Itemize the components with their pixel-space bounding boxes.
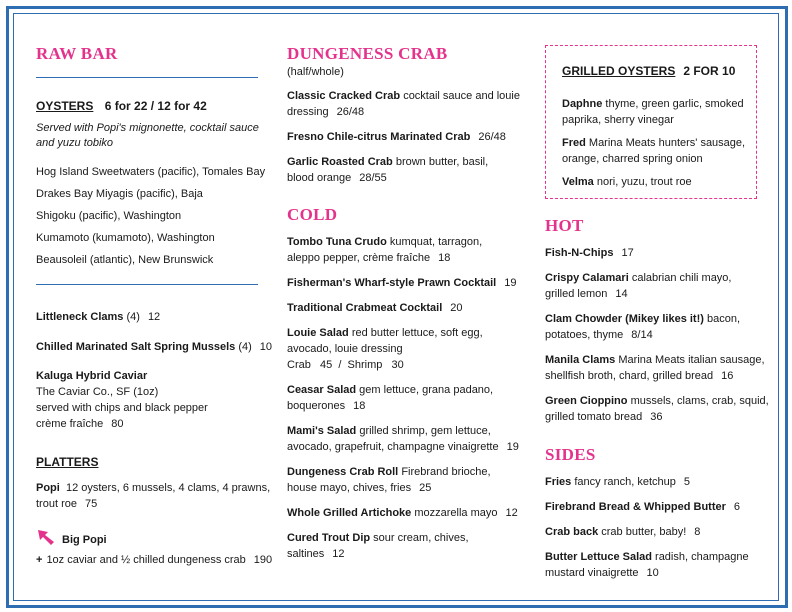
- roll-desc-1: Firebrand brioche,: [401, 466, 491, 478]
- popi-line-1: [36, 481, 270, 496]
- manila-line-1: [545, 353, 765, 368]
- bread-name: Firebrand Bread & Whipped Butter: [545, 501, 726, 513]
- oyster-item: [36, 253, 213, 268]
- cioppino-name: Green Cioppino: [545, 395, 628, 407]
- oyster-item: [36, 231, 215, 246]
- bread-line: [545, 500, 740, 515]
- cioppino-desc-1: mussels, clams, crab, squid,: [630, 395, 769, 407]
- grilled-oysters-label: GRILLED OYSTERS: [562, 64, 676, 78]
- oysters-note-1: Served with Popi's mignonette, cocktail sauce: [36, 122, 259, 134]
- popi-desc-2: trout roe: [36, 498, 77, 510]
- popi-name: Popi: [36, 482, 60, 494]
- popi-price: 75: [84, 498, 98, 510]
- tombo-line-1: [287, 235, 482, 250]
- big-popi-plus: +: [36, 554, 43, 566]
- fish-name: Fish-N-Chips: [545, 247, 614, 259]
- caesar-name: Ceasar Salad: [287, 384, 357, 396]
- cold-heading: COLD: [287, 205, 338, 224]
- oyster-name: Hog Island Sweetwaters (pacific),: [36, 166, 200, 178]
- crabmeat-line: [287, 301, 463, 316]
- fresno-crab-price: 26/48: [478, 131, 506, 143]
- cioppino-line-1: [545, 394, 769, 409]
- caviar-line-2: served with chips and black pepper: [36, 402, 208, 414]
- oysters-header: [36, 99, 207, 114]
- trout-price: 12: [332, 548, 345, 560]
- littleneck-price: 12: [147, 311, 161, 323]
- chowder-name: Clam Chowder (Mikey likes it!): [545, 313, 704, 325]
- cioppino-price: 36: [650, 411, 663, 423]
- caviar-name: Kaluga Hybrid Caviar: [36, 370, 148, 382]
- mussels-price: 10: [259, 341, 273, 353]
- cracked-crab-line-2: [287, 105, 364, 120]
- mussels-item: [36, 340, 272, 355]
- trout-line-1: [287, 531, 469, 546]
- big-popi-desc: 1oz caviar and ½ chilled dungeness crab: [46, 554, 246, 566]
- crabmeat-price: 20: [450, 302, 463, 314]
- fries-desc: fancy ranch, ketchup: [574, 476, 676, 488]
- daphne-desc-1: thyme, green garlic, smoked: [605, 98, 744, 110]
- sides-heading: SIDES: [545, 445, 596, 464]
- platters-label: PLATTERS: [36, 455, 99, 469]
- manila-desc-1: Marina Meats italian sausage,: [618, 354, 765, 366]
- calamari-desc-1: calabrian chili mayo,: [631, 272, 732, 284]
- louie-name: Louie Salad: [287, 327, 349, 339]
- calamari-price: 14: [615, 288, 628, 300]
- cioppino-line-2: [545, 410, 662, 425]
- tombo-line-2: [287, 251, 450, 266]
- crab-sub: (half/whole): [287, 66, 344, 78]
- oyster-item: [36, 209, 181, 224]
- big-popi-line: [36, 553, 272, 568]
- prawn-name: Fisherman's Wharf-style Prawn Cocktail: [287, 277, 497, 289]
- cioppino-desc-2: grilled tomato bread: [545, 411, 643, 423]
- calamari-line-2: [545, 287, 628, 302]
- oyster-place: New Brunswick: [138, 254, 214, 266]
- mami-name: Mami's Salad: [287, 425, 357, 437]
- caviar-price: 80: [111, 418, 124, 430]
- fresno-crab-line: [287, 130, 506, 145]
- roll-line-1: [287, 465, 491, 480]
- grilled-oysters-header: [562, 64, 735, 79]
- daphne-desc-2: paprika, sherry vinegar: [562, 114, 674, 126]
- chowder-price: 8/14: [631, 329, 653, 341]
- lettuce-name: Butter Lettuce Salad: [545, 551, 652, 563]
- calamari-line-1: [545, 271, 731, 286]
- crabback-line: [545, 525, 700, 540]
- fries-line: [545, 475, 690, 490]
- fred-desc-1: Marina Meats hunters' sausage,: [588, 137, 746, 149]
- fresno-crab-name: Fresno Chile-citrus Marinated Crab: [287, 131, 471, 143]
- littleneck-name: Littleneck Clams: [36, 311, 124, 323]
- caviar-line-3-text: crème fraîche: [36, 418, 104, 430]
- oyster-item: [36, 165, 265, 180]
- tombo-desc-2: aleppo pepper, crème fraîche: [287, 252, 431, 264]
- crabback-desc: crab butter, baby!: [601, 526, 687, 538]
- lettuce-price: 10: [646, 567, 659, 579]
- fred-desc-2: orange, charred spring onion: [562, 153, 703, 165]
- hot-heading: HOT: [545, 216, 584, 235]
- lettuce-desc-1: radish, champagne: [655, 551, 749, 563]
- fred-line-1: [562, 136, 745, 151]
- manila-name: Manila Clams: [545, 354, 616, 366]
- prawn-line: [287, 276, 516, 291]
- trout-line-2: [287, 547, 345, 562]
- raw-bar-divider: [36, 284, 258, 285]
- mami-desc-2: avocado, grapefruit, champagne vinaigrette: [287, 441, 499, 453]
- caesar-desc-2: boquerones: [287, 400, 346, 412]
- manila-price: 16: [721, 370, 734, 382]
- chowder-line-2: [545, 328, 653, 343]
- roll-line-2: [287, 481, 431, 496]
- mami-line-1: [287, 424, 491, 439]
- cracked-crab-name: Classic Cracked Crab: [287, 90, 401, 102]
- chowder-line-1: [545, 312, 740, 327]
- daphne-line-1: [562, 97, 744, 112]
- lettuce-line-1: [545, 550, 749, 565]
- littleneck-qty: (4): [126, 311, 140, 323]
- cracked-crab-price: 26/48: [336, 106, 365, 118]
- mami-desc-1: grilled shrimp, gem lettuce,: [359, 425, 491, 437]
- oyster-place: Tomales Bay: [202, 166, 266, 178]
- artichoke-price: 12: [505, 507, 518, 519]
- raw-bar-rule: [36, 77, 258, 78]
- trout-desc-1: sour cream, chives,: [373, 532, 469, 544]
- garlic-crab-name: Garlic Roasted Crab: [287, 156, 393, 168]
- oyster-place: Baja: [180, 188, 203, 200]
- mami-price: 19: [506, 441, 519, 453]
- tombo-price: 18: [438, 252, 451, 264]
- caesar-line-1: [287, 383, 493, 398]
- roll-name: Dungeness Crab Roll: [287, 466, 399, 478]
- crabmeat-name: Traditional Crabmeat Cocktail: [287, 302, 443, 314]
- big-popi-name: Big Popi: [62, 534, 107, 546]
- grilled-oysters-deal: 2 FOR 10: [683, 64, 736, 78]
- manila-line-2: [545, 369, 733, 384]
- oysters-price: 6 for 22 / 12 for 42: [104, 99, 207, 113]
- cracked-crab-desc-1: cocktail sauce and louie: [403, 90, 520, 102]
- caviar-line-1: The Caviar Co., SF (1oz): [36, 386, 159, 398]
- velma-name: Velma: [562, 176, 594, 188]
- popi-desc-1: 12 oysters, 6 mussels, 4 clams, 4 prawns,: [65, 482, 271, 494]
- oysters-note-2: and yuzu tobiko: [36, 137, 114, 149]
- cracked-crab-line-1: [287, 89, 520, 104]
- oyster-place: Washington: [123, 210, 182, 222]
- crabback-price: 8: [694, 526, 701, 538]
- trout-desc-2: saltines: [287, 548, 325, 560]
- artichoke-name: Whole Grilled Artichoke: [287, 507, 412, 519]
- chowder-desc-1: bacon,: [707, 313, 741, 325]
- daphne-name: Daphne: [562, 98, 603, 110]
- pointer-arrow-icon: [36, 528, 56, 546]
- oyster-place: Washington: [157, 232, 215, 244]
- oyster-name: Kumamoto (kumamoto),: [36, 232, 154, 244]
- fish-price: 17: [621, 247, 634, 259]
- lettuce-desc-2: mustard vinaigrette: [545, 567, 639, 579]
- mami-line-2: [287, 440, 519, 455]
- roll-desc-2: house mayo, chives, fries: [287, 482, 412, 494]
- oyster-name: Drakes Bay Miyagis (pacific),: [36, 188, 178, 200]
- garlic-crab-price: 28/55: [359, 172, 387, 184]
- velma-line: [562, 175, 692, 190]
- louie-line-1: [287, 326, 483, 341]
- chowder-desc-2: potatoes, thyme: [545, 329, 624, 341]
- louie-prices: Crab 45 / Shrimp 30: [287, 359, 404, 371]
- caviar-line-3: [36, 417, 124, 432]
- oyster-item: [36, 187, 203, 202]
- artichoke-desc: mozzarella mayo: [414, 507, 498, 519]
- louie-desc-2: avocado, louie dressing: [287, 343, 403, 355]
- caesar-line-2: [287, 399, 365, 414]
- cracked-crab-desc-2: dressing: [287, 106, 329, 118]
- velma-desc: nori, yuzu, trout roe: [596, 176, 692, 188]
- fish-line: [545, 246, 634, 261]
- fred-name: Fred: [562, 137, 586, 149]
- oysters-label: OYSTERS: [36, 99, 94, 113]
- caesar-price: 18: [353, 400, 366, 412]
- calamari-name: Crispy Calamari: [545, 272, 629, 284]
- raw-bar-heading: RAW BAR: [36, 44, 118, 63]
- garlic-crab-line-1: [287, 155, 488, 170]
- garlic-crab-desc-1: brown butter, basil,: [395, 156, 489, 168]
- mussels-qty: (4): [238, 341, 252, 353]
- crabback-name: Crab back: [545, 526, 599, 538]
- oyster-name: Shigoku (pacific),: [36, 210, 121, 222]
- fries-name: Fries: [545, 476, 572, 488]
- popi-line-2: [36, 497, 97, 512]
- lettuce-line-2: [545, 566, 659, 581]
- mussels-name: Chilled Marinated Salt Spring Mussels: [36, 341, 236, 353]
- garlic-crab-line-2: [287, 171, 387, 186]
- trout-name: Cured Trout Dip: [287, 532, 371, 544]
- bread-price: 6: [733, 501, 741, 513]
- caesar-desc-1: gem lettuce, grana padano,: [359, 384, 494, 396]
- louie-desc-1: red butter lettuce, soft egg,: [351, 327, 483, 339]
- big-popi-price: 190: [253, 554, 273, 566]
- roll-price: 25: [419, 482, 432, 494]
- fries-price: 5: [683, 476, 690, 488]
- littleneck-item: [36, 310, 160, 325]
- calamari-desc-2: grilled lemon: [545, 288, 608, 300]
- tombo-name: Tombo Tuna Crudo: [287, 236, 387, 248]
- artichoke-line: [287, 506, 518, 521]
- garlic-crab-desc-2: blood orange: [287, 172, 352, 184]
- tombo-desc-1: kumquat, tarragon,: [389, 236, 483, 248]
- manila-desc-2: shellfish broth, chard, grilled bread: [545, 370, 714, 382]
- prawn-price: 19: [504, 277, 517, 289]
- oyster-name: Beausoleil (atlantic),: [36, 254, 136, 266]
- crab-heading: DUNGENESS CRAB: [287, 44, 448, 63]
